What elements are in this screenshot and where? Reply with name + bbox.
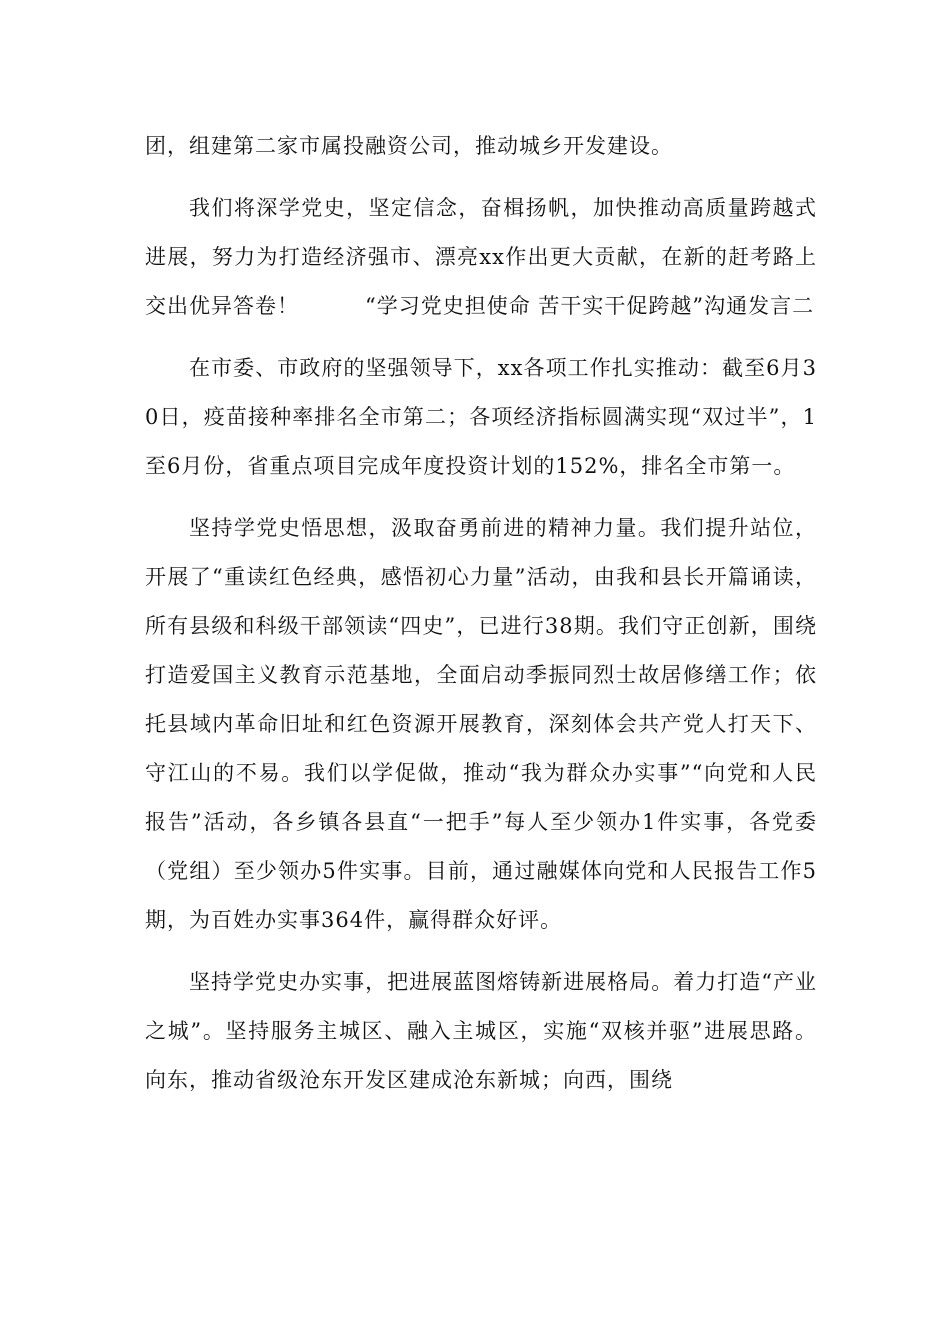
paragraph-5: 坚持学党史办实事，把进展蓝图熔铸新进展格局。着力打造“产业之城”。坚持服务主城区、融入主城区，实施“双核并驱”进展思路。向东，推动省级沧东开发区建成沧东新城；向西，围绕 — [145, 970, 817, 1092]
paragraph-3: 在市委、市政府的坚强领导下，xx各项工作扎实推动：截至6月30日，疫苗接种率排名全市第二；各项经济指标圆满实现“双过半”，1至6月份，省重点项目完成年度投资计划的152%，排名全市第一。 — [145, 356, 817, 478]
paragraph-1: 团，组建第二家市属投融资公司，推动城乡开发建设。 — [145, 134, 673, 158]
document-body — [145, 122, 817, 1118]
paragraph-2: 我们将深学党史，坚定信念，奋楫扬帆，加快推动高质量跨越式进展，努力为打造经济强市、漂亮xx作出更大贡献，在新的赶考路上交出优异答卷！ “学习党史担使命 苦干实干促跨越”沟通发言二 — [145, 196, 817, 318]
paragraph-4: 坚持学党史悟思想，汲取奋勇前进的精神力量。我们提升站位，开展了“重读红色经典，感悟初心力量”活动，由我和县长开篇诵读，所有县级和科级干部领读“四史”，已进行38期。我们守正创新，围绕打造爱国主义教育示范基地，全面启动季振同烈士故居修缮工作；依托县域内革命旧址和红色资源开展教育，深刻体会共产党人打天下、守江山的不易。我们以学促做，推动“我为群众办实事”“向党和人民报告”活动，各乡镇各县直“一把手”每人至少领办1件实事，各党委（党组）至少领办5件实事。目前，通过融媒体向党和人民报告工作5期，为百姓办实事364件，赢得群众好评。 — [145, 516, 817, 932]
